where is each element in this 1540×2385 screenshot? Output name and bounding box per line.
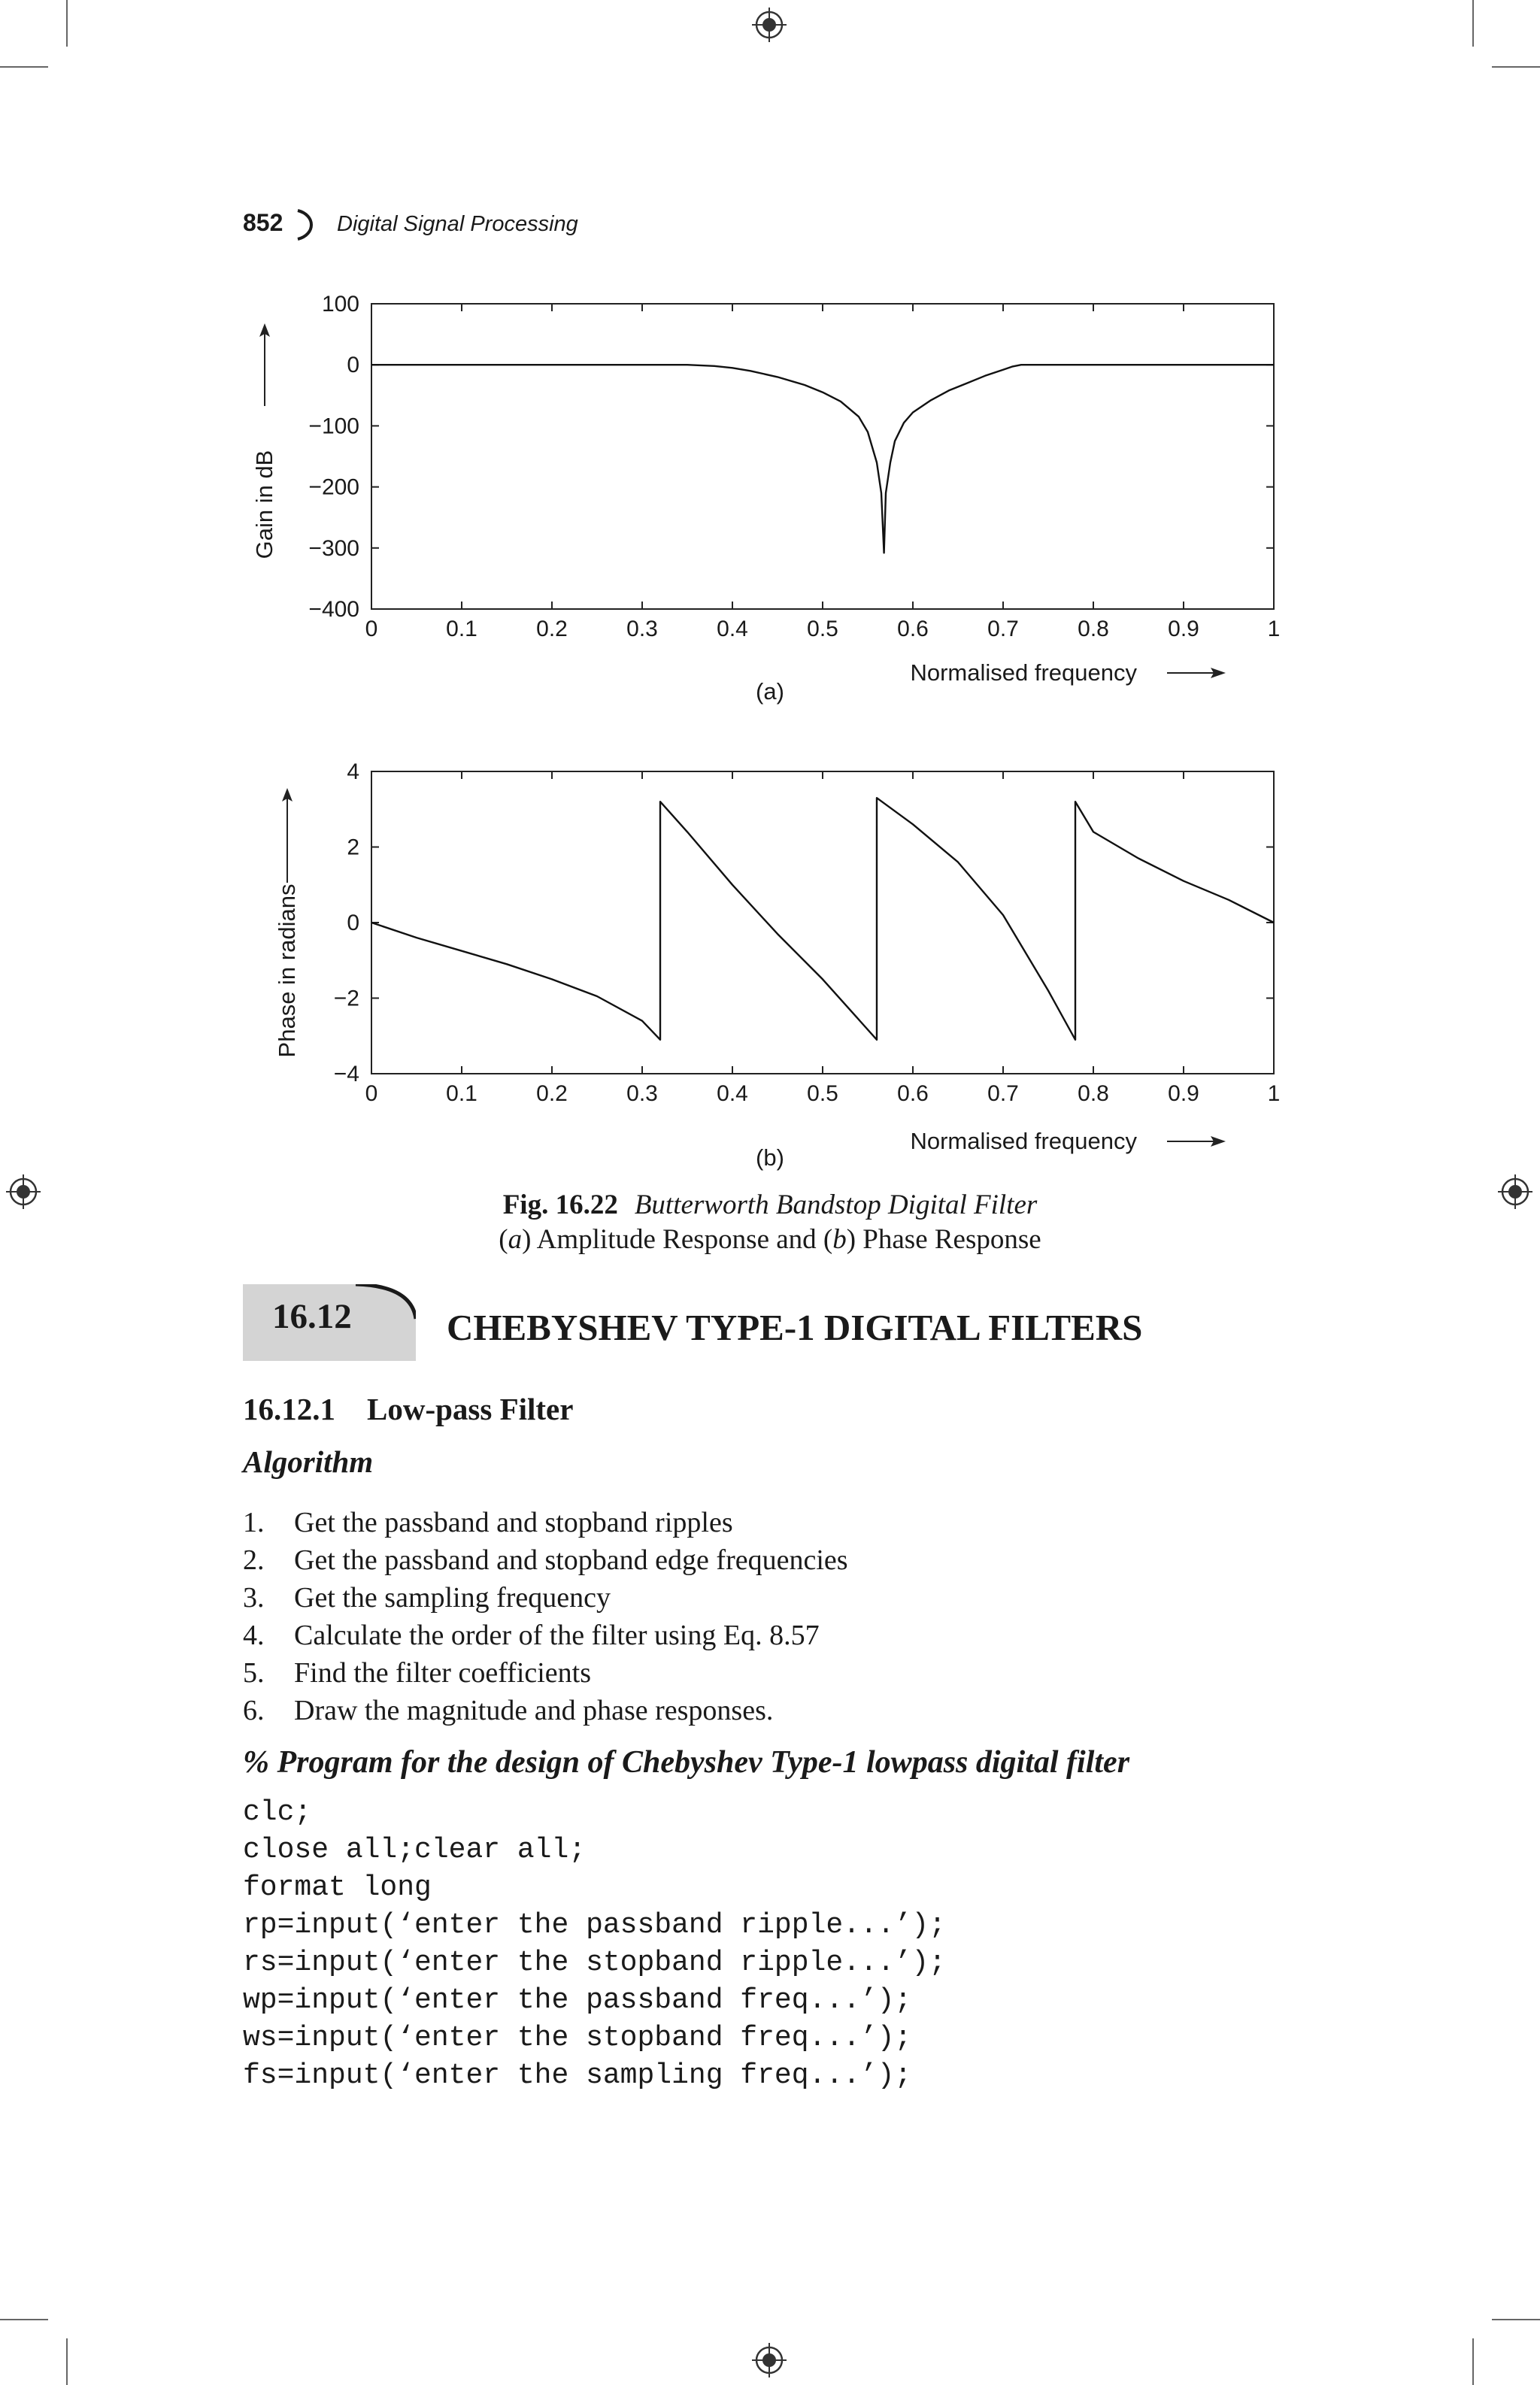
step-number: 2. [243, 1544, 265, 1576]
y-tick-label: 0 [347, 911, 359, 935]
x-tick-label: 0 [365, 617, 378, 641]
figure-subcaption-a: a [508, 1224, 523, 1255]
step-text: Calculate the order of the filter using Eq. 8.57 [294, 1620, 820, 1651]
step-number: 5. [243, 1657, 265, 1689]
subsection-title: Low-pass Filter [367, 1392, 574, 1426]
plot-frame [371, 304, 1274, 609]
figure-subcaption-a-text: ) Amplitude Response and ( [522, 1224, 833, 1255]
y-axis-label: Phase in radians [274, 883, 300, 1058]
figure-caption-line-2 [0, 1223, 1540, 1257]
code-line: clc; [243, 1796, 312, 1829]
figure-caption-line-1 [0, 1188, 1540, 1223]
algorithm-step [243, 1692, 848, 1729]
algorithm-step [243, 1579, 848, 1617]
algorithm-step [243, 1541, 848, 1579]
running-head: Digital Signal Processing [337, 212, 578, 236]
x-tick-label: 1 [1267, 1081, 1281, 1106]
figure-16-22 [0, 0, 1540, 1188]
figure-subcaption-b: b [832, 1224, 847, 1255]
crop-mark [0, 2319, 48, 2320]
y-tick-label: 4 [347, 759, 359, 784]
x-tick-label: 0.2 [536, 1081, 568, 1106]
algorithm-step [243, 1504, 848, 1541]
program-code [243, 1794, 946, 2095]
figure-label: Fig. 16.22 [502, 1189, 618, 1220]
x-tick-label: 0.1 [446, 617, 477, 641]
crop-mark [66, 2338, 68, 2385]
step-text: Draw the magnitude and phase responses. [294, 1695, 774, 1726]
plot-frame [371, 771, 1274, 1074]
step-text: Get the passband and stopband edge frequencies [294, 1544, 848, 1576]
x-tick-label: 0.3 [626, 1081, 658, 1106]
crop-mark [1472, 2338, 1474, 2385]
code-line: rp=input(‘enter the passband ripple...’); [243, 1909, 946, 1941]
algorithm-heading: Algorithm [243, 1444, 374, 1479]
x-tick-label: 1 [1267, 617, 1281, 641]
panel-label: (b) [756, 1144, 784, 1171]
code-line: close all;clear all; [243, 1834, 587, 1866]
section-title: CHEBYSHEV TYPE-1 DIGITAL FILTERS [447, 1307, 1143, 1348]
panel-label: (a) [756, 678, 784, 705]
program-heading: % Program for the design of Chebyshev Type-1 lowpass digital filter [243, 1745, 1130, 1780]
x-tick-label: 0.6 [897, 617, 929, 641]
x-tick-label: 0.4 [717, 617, 748, 641]
y-tick-label: 2 [347, 835, 359, 860]
y-tick-label: −4 [333, 1062, 359, 1086]
step-number: 1. [243, 1507, 265, 1538]
y-tick-label: −400 [308, 597, 359, 622]
step-number: 6. [243, 1695, 265, 1726]
x-axis-label: Normalised frequency [910, 1128, 1137, 1154]
x-tick-label: 0.3 [626, 617, 658, 641]
y-tick-label: 0 [347, 353, 359, 378]
x-tick-label: 0 [365, 1081, 378, 1106]
step-number: 4. [243, 1620, 265, 1651]
algorithm-step [243, 1654, 848, 1692]
code-line: rs=input(‘enter the stopband ripple...’); [243, 1947, 946, 1979]
code-line: wp=input(‘enter the passband freq...’); [243, 1984, 912, 2017]
code-line: ws=input(‘enter the stopband freq...’); [243, 2022, 912, 2054]
y-tick-label: −2 [333, 986, 359, 1011]
y-tick-label: −100 [308, 414, 359, 439]
y-tick-label: −200 [308, 474, 359, 500]
series-line [371, 798, 1274, 1040]
crop-mark [1492, 2319, 1540, 2320]
x-tick-label: 0.7 [987, 1081, 1019, 1106]
figure-title: Butterworth Bandstop Digital Filter [634, 1189, 1038, 1220]
x-tick-label: 0.7 [987, 617, 1019, 641]
section-number: 16.12 [272, 1297, 352, 1336]
step-number: 3. [243, 1582, 265, 1614]
x-tick-label: 0.5 [807, 617, 838, 641]
x-tick-label: 0.8 [1078, 617, 1109, 641]
step-text: Get the sampling frequency [294, 1582, 611, 1614]
step-text: Get the passband and stopband ripples [294, 1507, 733, 1538]
algorithm-step [243, 1617, 848, 1654]
x-tick-label: 0.1 [446, 1081, 477, 1106]
x-tick-label: 0.9 [1168, 617, 1199, 641]
y-axis-label: Gain in dB [251, 450, 277, 559]
x-tick-label: 0.9 [1168, 1081, 1199, 1106]
x-tick-label: 0.6 [897, 1081, 929, 1106]
registration-mark-icon [750, 2341, 788, 2379]
step-text: Find the filter coefficients [294, 1657, 592, 1689]
x-tick-label: 0.8 [1078, 1081, 1109, 1106]
series-line [371, 365, 1274, 553]
x-tick-label: 0.4 [717, 1081, 748, 1106]
algorithm-steps [243, 1504, 848, 1729]
figure-subcaption-paren: ( [499, 1224, 508, 1255]
y-tick-label: −300 [308, 535, 359, 561]
code-line: format long [243, 1871, 432, 1904]
x-tick-label: 0.5 [807, 1081, 838, 1106]
x-tick-label: 0.2 [536, 617, 568, 641]
code-line: fs=input(‘enter the sampling freq...’); [243, 2059, 912, 2092]
x-axis-label: Normalised frequency [910, 659, 1137, 686]
figure-subcaption-b-text: ) Phase Response [846, 1224, 1041, 1255]
subsection-number: 16.12.1 [243, 1392, 335, 1426]
page-number: 852 [243, 209, 283, 236]
subsection-heading [243, 1391, 573, 1427]
y-tick-label: 100 [321, 292, 359, 317]
figure-caption [0, 1188, 1540, 1257]
